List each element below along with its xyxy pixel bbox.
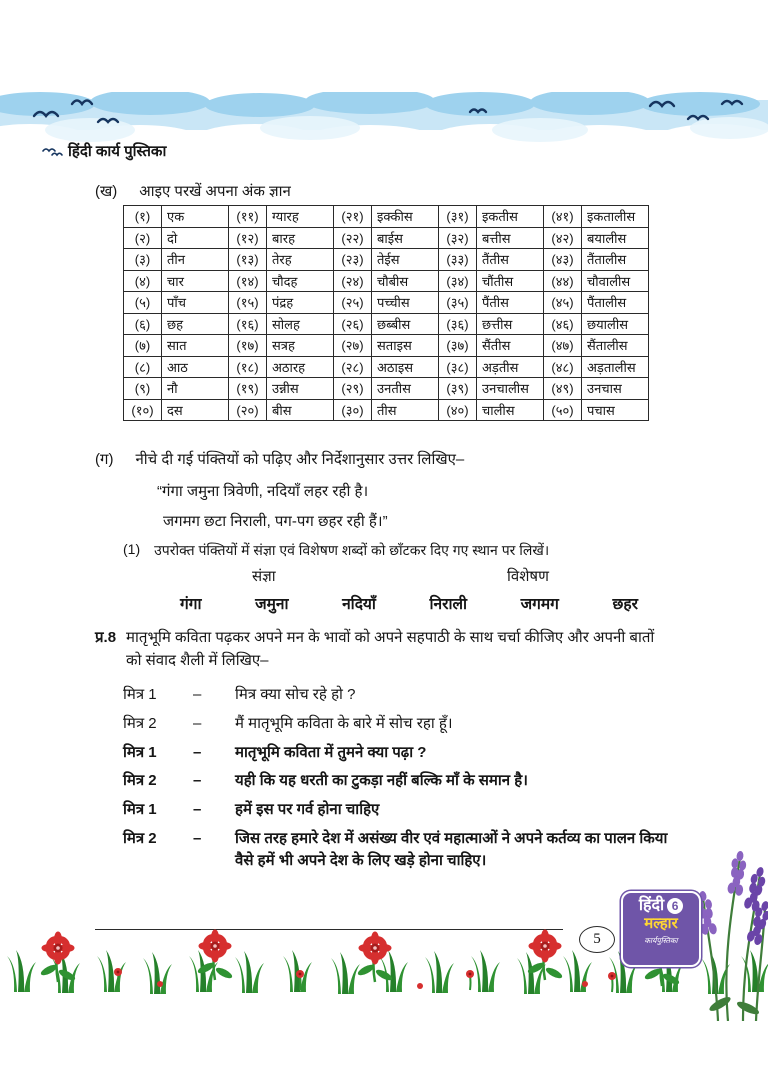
table-row <box>124 335 649 357</box>
dialogue-separator: – <box>193 801 202 818</box>
numbers-table <box>123 205 649 421</box>
number-word-cell: छयालीस <box>582 313 649 335</box>
number-cell: (१५) <box>229 292 267 314</box>
sub-question-text: उपरोक्त पंक्तियों में संज्ञा एवं विशेषण शब्दों को छाँटकर दिए गए स्थान पर लिखें। <box>154 542 550 558</box>
poem-line-1: “गंगा जमुना त्रिवेणी, नदियाँ लहर रही है। <box>157 483 369 500</box>
sub-question-label: (1) <box>123 541 141 557</box>
table-row <box>124 292 649 314</box>
dialogue-separator: – <box>193 714 202 732</box>
number-word-cell: अठारह <box>267 356 334 378</box>
number-cell: (३२) <box>439 227 477 249</box>
number-word-cell: पचास <box>582 399 649 421</box>
section-kha-heading <box>95 181 291 201</box>
number-cell: (३०) <box>334 399 372 421</box>
number-cell: (४१) <box>544 206 582 228</box>
number-cell: (३) <box>124 249 162 271</box>
number-cell: (२५) <box>334 292 372 314</box>
question-8-label: प्र.8 <box>95 629 117 646</box>
dialogue-speaker: मित्र 1 <box>123 801 157 818</box>
number-cell: (२०) <box>229 399 267 421</box>
table-row <box>124 399 649 421</box>
number-cell: (३४) <box>439 270 477 292</box>
number-word-cell: पैंतालीस <box>582 292 649 314</box>
number-word-cell: दो <box>162 227 229 249</box>
number-word-cell: पच्चीस <box>372 292 439 314</box>
table-row <box>124 356 649 378</box>
number-cell: (५) <box>124 292 162 314</box>
number-cell: (६) <box>124 313 162 335</box>
number-cell: (४५) <box>544 292 582 314</box>
logo-caption: कार्यपुस्तिका <box>644 936 678 946</box>
page-title <box>42 141 166 161</box>
dialogue-list <box>123 684 671 878</box>
section-kha-label: (ख) <box>95 183 118 200</box>
number-word-cell: सत्रह <box>267 335 334 357</box>
poem-line-2: जगमग छटा निराली, पग-पग छहर रही हैं।” <box>163 513 388 530</box>
number-word-cell: तैंतालीस <box>582 249 649 271</box>
question-8 <box>95 627 673 672</box>
number-word-cell: छह <box>162 313 229 335</box>
dialogue-speaker: मित्र 2 <box>123 829 157 847</box>
dialogue-row <box>123 770 671 792</box>
number-cell: (१०) <box>124 399 162 421</box>
number-word-cell: चार <box>162 270 229 292</box>
number-word-cell: पंद्रह <box>267 292 334 314</box>
number-word-cell: अड़तीस <box>477 356 544 378</box>
number-word-cell: आठ <box>162 356 229 378</box>
answer-word: नदियाँ <box>342 596 376 613</box>
number-word-cell: तीस <box>372 399 439 421</box>
number-word-cell: सैंतालीस <box>582 335 649 357</box>
number-cell: (१९) <box>229 378 267 400</box>
dialogue-speaker: मित्र 1 <box>123 743 157 761</box>
number-word-cell: चालीस <box>477 399 544 421</box>
number-cell: (४०) <box>439 399 477 421</box>
number-word-cell: इक्कीस <box>372 206 439 228</box>
number-cell: (२३) <box>334 249 372 271</box>
number-word-cell: तीन <box>162 249 229 271</box>
number-word-cell: बारह <box>267 227 334 249</box>
question-8-text: मातृभूमि कविता पढ़कर अपने मन के भावों को अपने सहपाठी के साथ चर्चा कीजिए और अपनी बातों को संवाद शैली में लिखिए– <box>126 629 655 669</box>
table-row <box>124 378 649 400</box>
number-cell: (२६) <box>334 313 372 335</box>
logo-subtitle: मल्हार <box>644 915 678 933</box>
number-word-cell: अड़तालीस <box>582 356 649 378</box>
number-cell: (७) <box>124 335 162 357</box>
number-cell: (४७) <box>544 335 582 357</box>
answer-word: गंगा <box>180 596 202 613</box>
number-word-cell: पाँच <box>162 292 229 314</box>
page-number: 5 <box>579 926 615 953</box>
number-cell: (११) <box>229 206 267 228</box>
number-cell: (४) <box>124 270 162 292</box>
number-word-cell: चौवालीस <box>582 270 649 292</box>
answers-row <box>180 592 638 614</box>
number-cell: (४८) <box>544 356 582 378</box>
dialogue-row <box>123 828 671 872</box>
number-cell: (१२) <box>229 227 267 249</box>
number-word-cell: उनतीस <box>372 378 439 400</box>
number-cell: (४४) <box>544 270 582 292</box>
number-word-cell: सात <box>162 335 229 357</box>
number-cell: (१३) <box>229 249 267 271</box>
number-word-cell: तैंतीस <box>477 249 544 271</box>
number-cell: (४६) <box>544 313 582 335</box>
dialogue-speaker: मित्र 2 <box>123 714 157 732</box>
dialogue-text: मित्र क्या सोच रहे हो ? <box>235 686 356 703</box>
dialogue-row <box>123 742 671 764</box>
dialogue-speaker: मित्र 1 <box>123 686 157 703</box>
dialogue-row <box>123 684 671 706</box>
number-word-cell: उनचालीस <box>477 378 544 400</box>
number-cell: (९) <box>124 378 162 400</box>
number-cell: (२८) <box>334 356 372 378</box>
section-ga-heading <box>95 449 464 469</box>
number-word-cell: तेईस <box>372 249 439 271</box>
table-row <box>124 227 649 249</box>
number-word-cell: बत्तीस <box>477 227 544 249</box>
dialogue-separator: – <box>193 829 202 847</box>
number-cell: (३५) <box>439 292 477 314</box>
dialogue-speaker: मित्र 2 <box>123 772 157 790</box>
number-cell: (३१) <box>439 206 477 228</box>
numbers-table-body <box>124 206 649 421</box>
logo-title: हिंदी <box>638 897 665 914</box>
small-birds-icon <box>42 145 64 157</box>
number-word-cell: बाईस <box>372 227 439 249</box>
number-word-cell: अठाइस <box>372 356 439 378</box>
number-cell: (३३) <box>439 249 477 271</box>
number-word-cell: इकतीस <box>477 206 544 228</box>
number-word-cell: उनचास <box>582 378 649 400</box>
number-cell: (२२) <box>334 227 372 249</box>
answer-word: जगमग <box>520 596 559 613</box>
number-word-cell: बयालीस <box>582 227 649 249</box>
number-cell: (२१) <box>334 206 372 228</box>
dialogue-text: मैं मातृभूमि कविता के बारे में सोच रहा हूँ। <box>235 714 453 732</box>
number-cell: (१६) <box>229 313 267 335</box>
number-cell: (१७) <box>229 335 267 357</box>
dialogue-text: जिस तरह हमारे देश में असंख्य वीर एवं महात्माओं ने अपने कर्तव्य का पालन किया वैसे हमें भी अपने देश के लिए खड़े होना चाहिए। <box>235 829 668 869</box>
section-kha-text: आइए परखें अपना अंक ज्ञान <box>139 183 291 200</box>
logo-grade-number: 6 <box>667 898 683 914</box>
table-row <box>124 206 649 228</box>
number-word-cell: एक <box>162 206 229 228</box>
number-cell: (५०) <box>544 399 582 421</box>
dialogue-separator: – <box>193 686 202 703</box>
clouds-and-birds-banner <box>0 92 768 144</box>
number-word-cell: चौदह <box>267 270 334 292</box>
number-word-cell: ग्यारह <box>267 206 334 228</box>
number-word-cell: चौबीस <box>372 270 439 292</box>
number-word-cell: सैंतीस <box>477 335 544 357</box>
number-cell: (१) <box>124 206 162 228</box>
number-cell: (३९) <box>439 378 477 400</box>
section-ga-label: (ग) <box>95 451 114 468</box>
number-word-cell: सोलह <box>267 313 334 335</box>
publisher-logo <box>621 891 701 967</box>
number-cell: (२७) <box>334 335 372 357</box>
section-ga-text: नीचे दी गई पंक्तियों को पढ़िए और निर्देशानुसार उत्तर लिखिए– <box>135 451 465 468</box>
answer-word: निराली <box>429 596 468 613</box>
dialogue-separator: – <box>193 743 202 761</box>
number-cell: (२) <box>124 227 162 249</box>
dialogue-text: यही कि यह धरती का टुकड़ा नहीं बल्कि माँ के समान है। <box>235 772 528 790</box>
number-word-cell: नौ <box>162 378 229 400</box>
number-word-cell: छत्तीस <box>477 313 544 335</box>
number-cell: (४९) <box>544 378 582 400</box>
answer-word: छहर <box>612 596 638 613</box>
number-word-cell: छब्बीस <box>372 313 439 335</box>
adjective-header: विशेषण <box>507 568 549 585</box>
number-cell: (२४) <box>334 270 372 292</box>
number-cell: (३७) <box>439 335 477 357</box>
answer-word: जमुना <box>255 596 289 613</box>
number-cell: (३६) <box>439 313 477 335</box>
number-cell: (२९) <box>334 378 372 400</box>
number-word-cell: उन्नीस <box>267 378 334 400</box>
dialogue-separator: – <box>193 772 202 790</box>
table-row <box>124 249 649 271</box>
number-word-cell: दस <box>162 399 229 421</box>
number-word-cell: पैंतीस <box>477 292 544 314</box>
number-cell: (८) <box>124 356 162 378</box>
dialogue-text: मातृभूमि कविता में तुमने क्या पढ़ा ? <box>235 743 427 761</box>
number-word-cell: इकतालीस <box>582 206 649 228</box>
dialogue-row <box>123 799 671 821</box>
table-row <box>124 270 649 292</box>
number-cell: (३८) <box>439 356 477 378</box>
dialogue-row <box>123 713 671 735</box>
number-cell: (१८) <box>229 356 267 378</box>
number-cell: (१४) <box>229 270 267 292</box>
number-word-cell: तेरह <box>267 249 334 271</box>
number-cell: (४३) <box>544 249 582 271</box>
number-word-cell: चौंतीस <box>477 270 544 292</box>
number-cell: (४२) <box>544 227 582 249</box>
page-title-text: हिंदी कार्य पुस्तिका <box>68 143 167 160</box>
sub-question <box>123 541 549 560</box>
dialogue-text: हमें इस पर गर्व होना चाहिए <box>235 801 380 818</box>
table-row <box>124 313 649 335</box>
noun-header: संज्ञा <box>252 568 276 585</box>
number-word-cell: सताइस <box>372 335 439 357</box>
number-word-cell: बीस <box>267 399 334 421</box>
